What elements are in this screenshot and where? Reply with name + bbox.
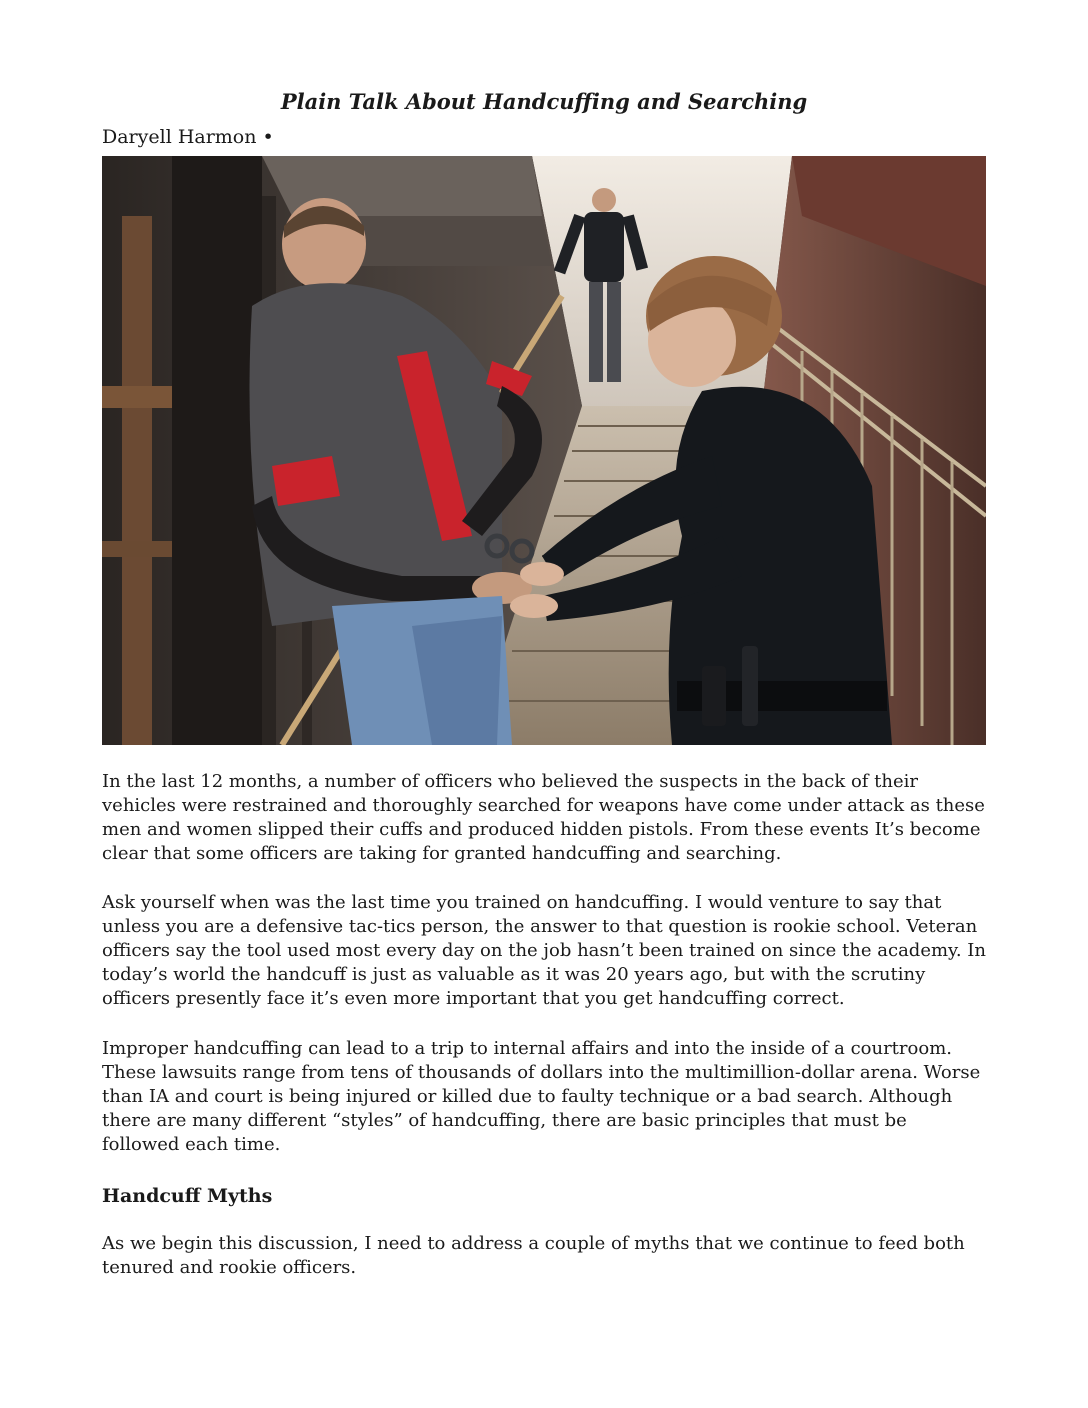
photo-illustration [102,156,986,745]
article-paragraph: Ask yourself when was the last time you trained on handcuffing. I would venture to say that unless you are a defensive tac-tics person, the answer to that question is rookie school. Veteran officers say the tool used most every day on the job hasn’t been trained on since the academy. In today’s world the handcuff is just as valuable as it was 20 years ago, but with the scrutiny officers presently face it’s even more important that you get handcuffing correct. [102,892,986,1009]
article-page [102,0,986,1408]
article-paragraph: Improper handcuffing can lead to a trip to internal affairs and into the inside of a courtroom. These lawsuits range from tens of thousands of dollars into the multimillion-dollar arena. Worse than IA and court is being injured or killed due to faulty technique or a bad search. Although there are many different “styles” of handcuffing, there are basic principles that must be followed each time. [102,1038,981,1155]
article-title: Plain Talk About Handcuffing and Searching [280,89,808,114]
article-byline: Daryell Harmon • [102,126,274,148]
article-paragraph: As we begin this discussion, I need to address a couple of myths that we continue to feed both tenured and rookie officers. [102,1233,965,1278]
section-heading: Handcuff Myths [102,1185,273,1207]
article-photo [102,156,986,745]
article-paragraph: In the last 12 months, a number of officers who believed the suspects in the back of their vehicles were restrained and thoroughly searched for weapons have come under attack as these men and women slipped their cuffs and produced hidden pistols. From these events It’s become clear that some officers are taking for granted handcuffing and searching. [102,771,985,864]
